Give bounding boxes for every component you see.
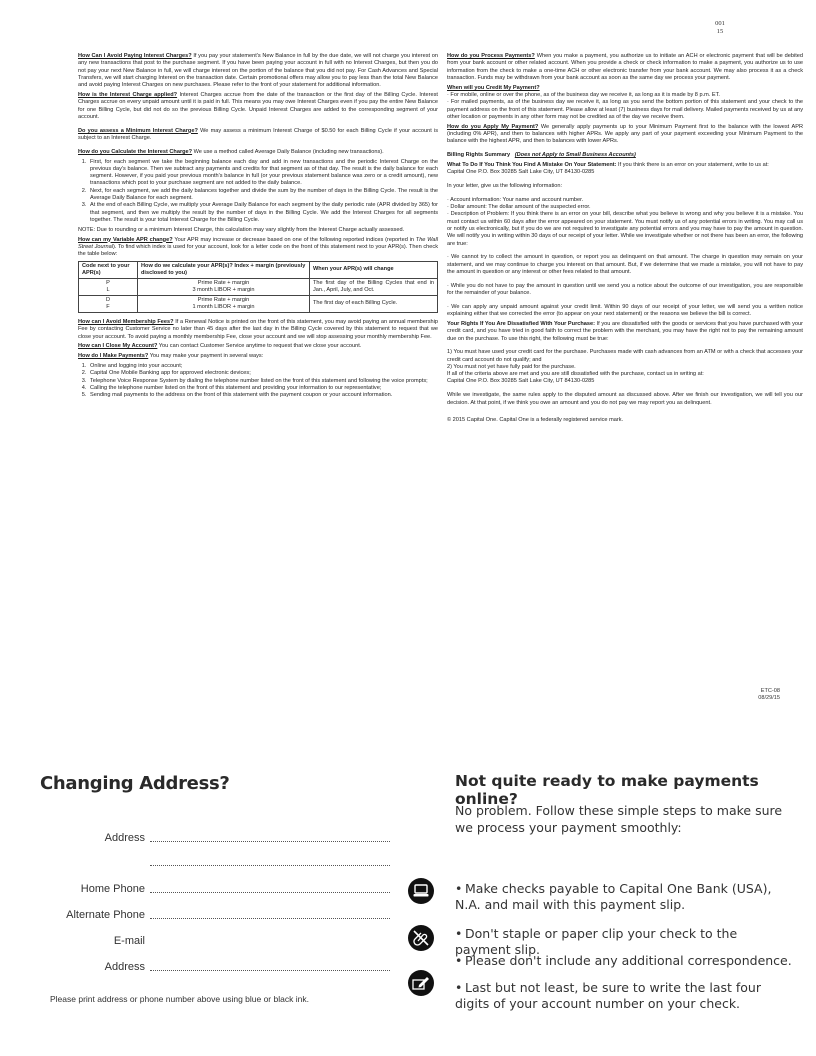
- billing-rights-heading: Billing Rights Summary (Does not Apply to Small Business Accounts): [447, 152, 636, 159]
- list-item: 3. Telephone Voice Response System by dialing the telephone number listed on the front of this statement and following the voice prompts;: [88, 378, 438, 385]
- payment-methods: [78, 363, 438, 399]
- calculation-steps: [78, 159, 438, 225]
- table-row: P L Prime Rate + margin 3 month LIBOR + margin The first day of the Billing Cycles that end in Jan., April, July, and Oct.: [79, 278, 438, 295]
- ink-note: Please print address or phone number above using blue or black ink.: [50, 994, 309, 1004]
- list-item: 4. Calling the telephone number listed on the front of this statement and providing your information to our representative;: [88, 385, 438, 392]
- letter-intro: In your letter, give us the following information:: [447, 182, 563, 189]
- section-calculate-interest: How do you Calculate the Interest Charge? We use a method called Average Daily Balance (including new transactions).: [78, 148, 384, 155]
- form-code: ETC-08 08/29/15: [758, 688, 780, 701]
- table-header: When your APR(s) will change: [310, 261, 438, 278]
- section-make-payments: How do I Make Payments? You may make your payment in several ways:: [78, 353, 264, 360]
- section-close-account: How can I Close My Account? You can contact Customer Service anytime to request that we close your account.: [78, 343, 362, 350]
- address-line-2-field[interactable]: [40, 856, 390, 872]
- section-credit-payment: When will you Credit My Payment? · For mobile, online or over the phone, as of the business day we receive it, as long as it is made by 8 p.m. ET. · For mailed payments, as of the business day we receive it, as long as you send the bottom portion of this statement and your check to the payment address on the front of this statement. Please allow at least (7) business days for mail delivery. Mailed payments received by us at any other location or payments in any other form may not be credited as of the day we receive them.: [447, 84, 803, 120]
- table-header: Code next to your APR(s): [79, 261, 138, 278]
- no-paper-clip-icon: [408, 925, 434, 951]
- section-membership-fees: How can I Avoid Membership Fees? If a Renewal Notice is printed on the front of this statement, you may avoid paying an annual membership Fee by contacting Customer Service no later than 45 days after the last day in the Billing Cycle covered by this statement to request that we close your account. To avoid paying a monthly membership Fee, close your account and we will stop assessing your monthly membership Fee.: [78, 318, 438, 340]
- calculation-note: NOTE: Due to rounding or a minimum Interest Charge, this calculation may vary slightly from the Interest Charge actually assessed.: [78, 226, 405, 233]
- home-phone-field[interactable]: Home Phone: [40, 883, 390, 899]
- copyright: © 2015 Capital One. Capital One is a federally registered service mark.: [447, 417, 624, 424]
- apr-index-table: [78, 261, 438, 313]
- alternate-phone-field[interactable]: Alternate Phone: [40, 909, 390, 925]
- changing-address-title: Changing Address?: [40, 773, 230, 794]
- table-header: How do we calculate your APR(s)? Index + margin (previously disclosed to you): [138, 261, 310, 278]
- section-variable-apr: How can my Variable APR change? Your APR may increase or decrease based on one of the following reported indices (reported in The Wall Street Journal). To find which index is used for your account, look for a letter code on the front of this statement next to your APR(s). Then check the table below:: [78, 236, 439, 258]
- page-number: 001 15: [715, 20, 725, 35]
- payment-tip-staple: • Don't staple or paper clip your check to the payment slip.: [455, 926, 738, 957]
- new-address-field[interactable]: Address: [40, 961, 390, 977]
- investigation-item: · We can apply any unpaid amount against your credit limit. Within 90 days of our receipt of your letter, we will send you a written notice explaining either that we corrected the error (to appear on your next statement) or the reasons we believe the bill is correct.: [447, 303, 803, 318]
- online-payments-subtitle: No problem. Follow these simple steps to make sure we process your payment smoothly:: [455, 803, 783, 835]
- purchase-criteria: 1) You must have used your credit card for the purchase. Purchases made with cash advances from an ATM or with a check that accesses your credit card account do not qualify; and 2) You must not yet have fully paid for the purchase. If all of the criteria above are met and you are still dissatisfied with the purchase, contact us in writing at: Capital One P.O. Box 30285 Salt Lake City, UT 84130-0285: [447, 349, 803, 385]
- payment-tip-checks: • Make checks payable to Capital One Bank (USA), N.A. and mail with this payment slip.: [455, 881, 772, 912]
- email-field[interactable]: E-mail: [113, 935, 145, 947]
- payment-tip-account-number: • Last but not least, be sure to write the last four digits of your account number on your check.: [455, 980, 761, 1011]
- payment-tip-correspondence: • Please don't include any additional correspondence.: [455, 953, 792, 968]
- list-item: 1. First, for each segment we take the beginning balance each day and add in new transactions and the periodic Interest Charge on the previous day's balance. Then we subtract any payments and credits for that segment as of that day. The result is the daily balance for each segment. However, if you paid your previous month's balance in full (or your previous statement balance was zero or a credit amount), new transactions which post to your purchase segment are not added to the daily balance.: [88, 159, 438, 188]
- letter-info: · Account information: Your name and account number. · Dollar amount: The dollar amount of the suspected error. · Description of Problem: If you think there is an error on your bill, describe what you believe is wrong and why you believe it is a mistake. You must contact us within 60 days after the error appeared on your statement. You must notify us of any potential errors in writing. You may call us or notify us electronically, but if you do we are not required to investigate any potential errors and you may have to pay the amount in question. We will notify you in writing within 30 days of our receipt of your letter. While we investigate whether or not there has been an error, the following are true:: [447, 196, 803, 247]
- address-field[interactable]: Address: [40, 832, 390, 848]
- section-minimum-interest: Do you assess a Minimum Interest Charge? We may assess a minimum Interest Charge of $0.50 for each Billing Cycle if your account is subject to an Interest Charge.: [78, 127, 439, 141]
- table-row: D F Prime Rate + margin 1 month LIBOR + margin The first day of each Billing Cycle.: [79, 295, 438, 312]
- investigation-item: · We cannot try to collect the amount in question, or report you as delinquent on that amount. The charge in question may remain on your statement, and we may continue to charge you interest on that amount. But, if we determine that we made a mistake, you will not have to pay the amount in question or any interest or other fees related to that amount.: [447, 254, 803, 275]
- section-dissatisfied: Your Rights If You Are Dissatisfied With Your Purchase: If you are dissatisfied with the goods or services that you have purchased with your credit card, and you have tried in good faith to correct the problem with the merchant, you may have the right not to pay the remaining amount due on the purchase. To use this right, the following must be true:: [447, 320, 803, 342]
- list-item: 1. Online and logging into your account;: [88, 363, 438, 370]
- list-item: 5. Sending mail payments to the address on the front of this statement with the payment coupon or your account information.: [88, 392, 438, 399]
- list-item: 2. Next, for each segment, we add the daily balances together and divide the sum by the number of days in the Billing Cycle. The result is the Average Daily Balance for each segment.: [88, 188, 438, 203]
- section-avoid-interest: How Can I Avoid Paying Interest Charges? If you pay your statement's New Balance in full by the due date, we will not charge you interest on any new transactions that post to the purchase segment. If you have been paying your account in full with no Interest Charges, but then you do not pay your next New Balance in full, we will charge interest on the portion of the balance that you did not pay. For Cash Advances and Special Transfers, we will start charging Interest on the transaction date. Certain promotional offers may allow you to pay less than the total New Balance and avoid paying Interest Charges on new purchases. Please refer to the front of your statement for additional information.: [78, 53, 438, 89]
- section-process-payments: How do you Process Payments? When you make a payment, you authorize us to initiate an ACH or electronic payment that will be debited from your bank account or other related account. When you provide a check or check information to make a payment, you authorize us to use information from the check to make a one-time ACH or other electronic transfer from your bank account. We may also process it as a check transaction. Funds may be withdrawn from your bank account as soon as the same day we process your payment.: [447, 53, 803, 81]
- left-column: [78, 53, 438, 402]
- list-item: 2. Capital One Mobile Banking app for approved electronic devices;: [88, 370, 438, 377]
- section-apply-payment: How do you Apply My Payment? We generally apply payments up to your Minimum Payment first to the balance with the lowest APR (including 0% APR), and then to balances with higher APRs. We apply any part of your payment exceeding your Minimum Payment to the balance with the highest APR, and then to balances with lower APRs.: [447, 123, 803, 145]
- investigate-note: While we investigate, the same rules apply to the disputed amount as discussed above. After we finish our investigation, we will tell you our decision. At that point, if we think you owe an amount and you do not pay we may report you as delinquent.: [447, 392, 803, 406]
- list-item: 3. At the end of each Billing Cycle, we multiply your Average Daily Balance for each segment by the daily periodic rate (APR divided by 365) for that segment, and then we multiply the result by the number of days in the Billing Cycle. We add the Interest Charges for all segments together. The result is your total Interest Charge for the Billing Cycle.: [88, 202, 438, 224]
- investigation-item: · While you do not have to pay the amount in question until we send you a notice about the outcome of our investigation, you are responsible for the remainder of your balance.: [447, 282, 803, 297]
- section-interest-applied: How is the Interest Charge applied? Interest Charges accrue from the date of the transaction or the first day of the Billing Cycle. Interest Charges accrue on every unpaid amount until it is paid in full. This means you may owe Interest Charges even if you pay the entire New Balance for one Billing Cycle, but did not do so the previous Billing Cycle. Unpaid Interest Charges are added to the corresponding segment of your account.: [78, 91, 438, 120]
- computer-icon: [408, 878, 434, 904]
- online-payments-title: Not quite ready to make payments online?: [455, 772, 759, 808]
- right-column: [447, 53, 803, 427]
- pen-writing-icon: [408, 970, 434, 996]
- section-find-mistake: What To Do If You Think You Find A Mistake On Your Statement: If you think there is an error on your statement, write to us at: Capital One P.O. Box 30285 Salt Lake City, UT 84130-0285: [447, 161, 769, 176]
